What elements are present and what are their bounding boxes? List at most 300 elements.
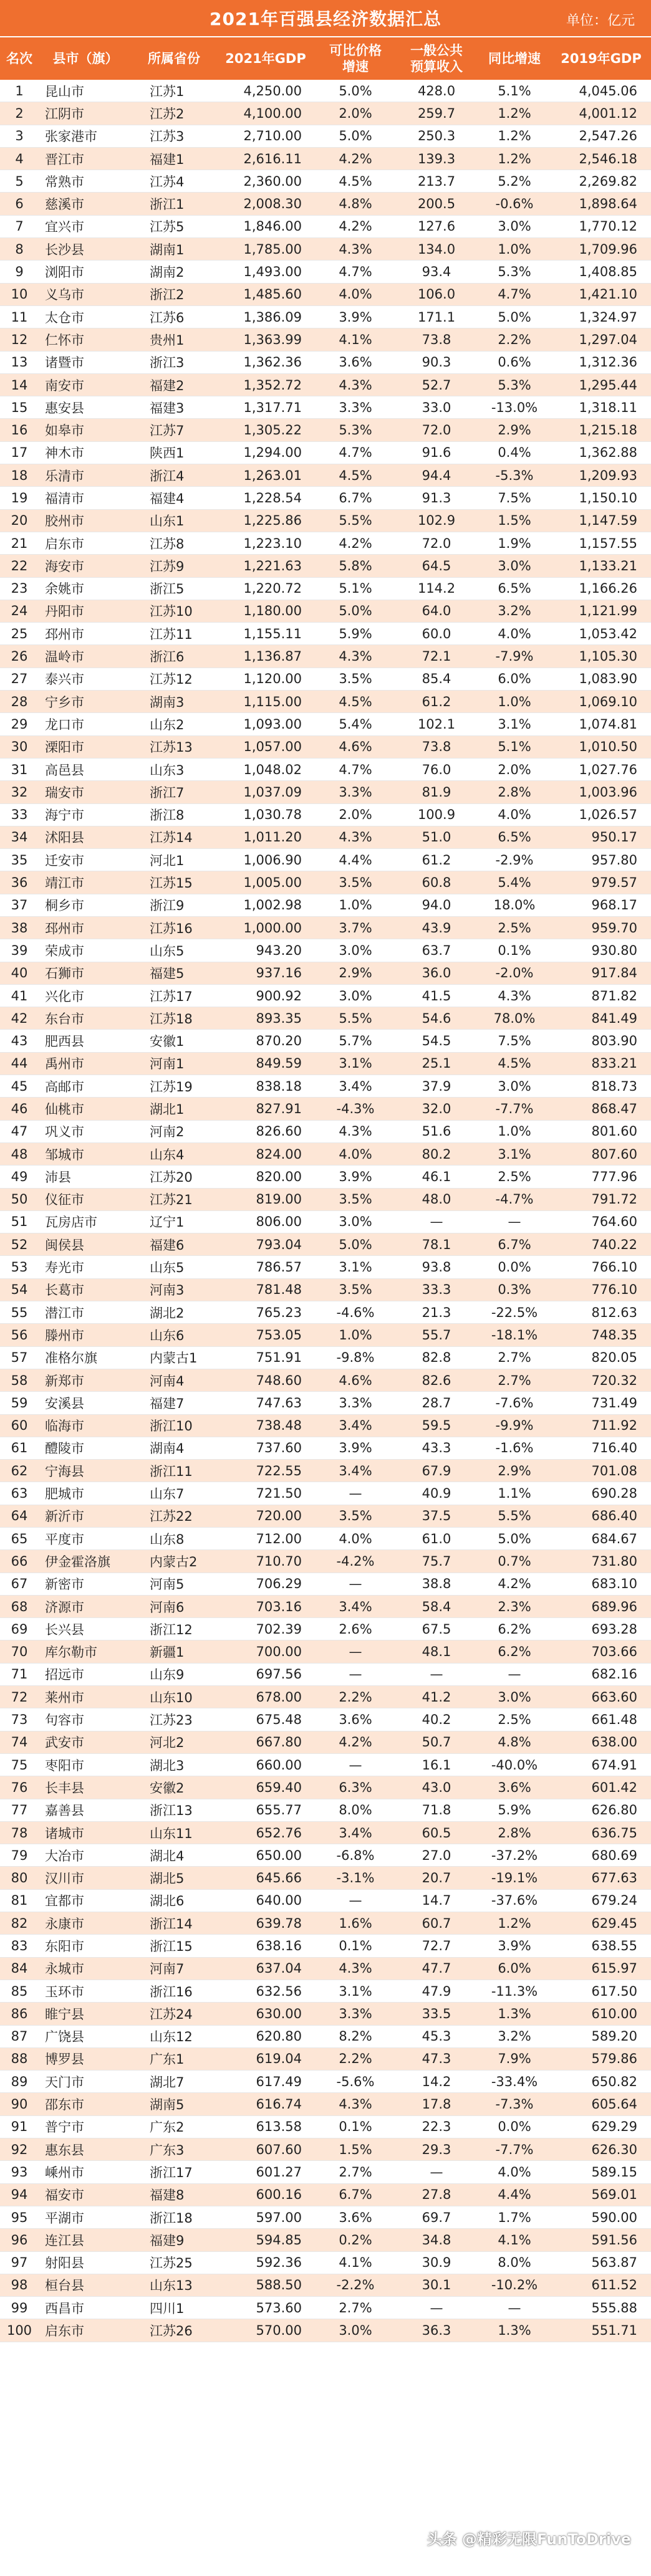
table-row — [0, 396, 651, 419]
table-row — [0, 1618, 651, 1640]
cell-gdp-2021: 824.00 — [216, 1142, 316, 1165]
table-row — [0, 1414, 651, 1437]
cell-county: 睢宁县 — [39, 2003, 132, 2025]
table-row — [0, 1052, 651, 1075]
cell-budget-revenue: 46.1 — [395, 1166, 478, 1188]
cell-growth: 1.0% — [316, 894, 395, 916]
cell-gdp-2021: 1,002.98 — [216, 894, 316, 916]
cell-yoy: 2.3% — [478, 1595, 551, 1617]
cell-growth: 4.2% — [316, 147, 395, 170]
cell-county: 长沙县 — [39, 238, 132, 261]
cell-gdp-2019: 677.63 — [551, 1867, 651, 1889]
cell-gdp-2021: 597.00 — [216, 2206, 316, 2228]
cell-gdp-2021: 900.92 — [216, 984, 316, 1007]
cell-gdp-2019: 979.57 — [551, 871, 651, 894]
cell-province: 江苏11 — [132, 623, 216, 645]
cell-province: 山东7 — [132, 1482, 216, 1505]
cell-gdp-2021: 617.49 — [216, 2071, 316, 2093]
cell-gdp-2021: 660.00 — [216, 1753, 316, 1776]
cell-county: 邳州市 — [39, 916, 132, 939]
cell-yoy: -4.7% — [478, 1188, 551, 1210]
table-row — [0, 577, 651, 600]
cell-rank: 2 — [0, 102, 39, 125]
cell-budget-revenue: 21.3 — [395, 1301, 478, 1324]
cell-growth: 6.7% — [316, 487, 395, 509]
cell-province: 江苏22 — [132, 1505, 216, 1527]
cell-province: 贵州1 — [132, 328, 216, 351]
cell-province: 福建8 — [132, 2183, 216, 2206]
cell-yoy: 0.6% — [478, 351, 551, 373]
cell-yoy: -19.1% — [478, 1867, 551, 1889]
table-row — [0, 668, 651, 690]
cell-budget-revenue: 94.4 — [395, 464, 478, 487]
cell-province: 江苏9 — [132, 555, 216, 577]
cell-yoy: 5.5% — [478, 1505, 551, 1527]
cell-province: 江苏26 — [132, 2319, 216, 2342]
cell-growth: — — [316, 1889, 395, 1912]
cell-yoy: 5.0% — [478, 1528, 551, 1550]
table-row — [0, 871, 651, 894]
cell-rank: 31 — [0, 758, 39, 780]
cell-gdp-2021: 849.59 — [216, 1052, 316, 1075]
cell-budget-revenue: 60.8 — [395, 871, 478, 894]
table-row — [0, 2071, 651, 2093]
cell-yoy: 2.5% — [478, 916, 551, 939]
cell-province: 河北2 — [132, 1731, 216, 1753]
cell-yoy: 4.4% — [478, 2183, 551, 2206]
cell-gdp-2019: 638.00 — [551, 1731, 651, 1753]
cell-growth: 5.5% — [316, 1007, 395, 1030]
table-row — [0, 2047, 651, 2070]
cell-growth: 3.1% — [316, 1052, 395, 1075]
cell-county: 启东市 — [39, 532, 132, 554]
cell-county: 句容市 — [39, 1708, 132, 1731]
cell-rank: 3 — [0, 125, 39, 147]
cell-gdp-2021: 2,008.30 — [216, 193, 316, 215]
cell-county: 福安市 — [39, 2183, 132, 2206]
cell-budget-revenue: 54.5 — [395, 1030, 478, 1052]
cell-gdp-2019: 679.24 — [551, 1889, 651, 1912]
cell-budget-revenue: 67.5 — [395, 1618, 478, 1640]
cell-province: 湖北1 — [132, 1098, 216, 1120]
cell-province: 福建6 — [132, 1233, 216, 1256]
cell-county: 邵东市 — [39, 2093, 132, 2115]
cell-province: 江苏18 — [132, 1007, 216, 1030]
table-row — [0, 1573, 651, 1595]
cell-growth: 1.0% — [316, 1324, 395, 1346]
cell-gdp-2021: 826.60 — [216, 1120, 316, 1142]
cell-yoy: — — [478, 1210, 551, 1233]
cell-budget-revenue: 259.7 — [395, 102, 478, 125]
cell-rank: 44 — [0, 1052, 39, 1075]
cell-province: 河北1 — [132, 849, 216, 871]
cell-rank: 58 — [0, 1369, 39, 1391]
cell-budget-revenue: 20.7 — [395, 1867, 478, 1889]
cell-province: 浙江1 — [132, 193, 216, 215]
table-row — [0, 1912, 651, 1935]
col-header-rank: 名次 — [0, 37, 39, 80]
table-row — [0, 1324, 651, 1346]
cell-yoy: — — [478, 1663, 551, 1685]
cell-gdp-2019: 1,010.50 — [551, 735, 651, 758]
cell-province: 江苏4 — [132, 170, 216, 193]
cell-growth: -4.6% — [316, 1301, 395, 1324]
cell-county: 沛县 — [39, 1166, 132, 1188]
table-row — [0, 1821, 651, 1844]
cell-gdp-2019: 740.22 — [551, 1233, 651, 1256]
cell-rank: 43 — [0, 1030, 39, 1052]
cell-budget-revenue: 59.5 — [395, 1414, 478, 1437]
table-row — [0, 1776, 651, 1799]
cell-gdp-2019: 1,770.12 — [551, 215, 651, 237]
cell-gdp-2021: 819.00 — [216, 1188, 316, 1210]
cell-county: 浏阳市 — [39, 261, 132, 283]
table-row — [0, 487, 651, 509]
cell-gdp-2019: 764.60 — [551, 1210, 651, 1233]
cell-yoy: 2.8% — [478, 781, 551, 803]
cell-county: 安溪县 — [39, 1392, 132, 1414]
cell-province: 河南6 — [132, 1595, 216, 1617]
cell-gdp-2019: 636.75 — [551, 1821, 651, 1844]
cell-growth: 3.0% — [316, 984, 395, 1007]
cell-province: 江苏5 — [132, 215, 216, 237]
cell-gdp-2021: 697.56 — [216, 1663, 316, 1685]
cell-gdp-2021: 667.80 — [216, 1731, 316, 1753]
cell-rank: 25 — [0, 623, 39, 645]
cell-gdp-2021: 620.80 — [216, 2025, 316, 2047]
cell-yoy: -18.1% — [478, 1324, 551, 1346]
cell-county: 射阳县 — [39, 2251, 132, 2274]
cell-province: 江苏21 — [132, 1188, 216, 1210]
cell-growth: -3.1% — [316, 1867, 395, 1889]
cell-province: 广东2 — [132, 2115, 216, 2138]
cell-gdp-2019: 626.80 — [551, 1799, 651, 1821]
cell-province: 江苏7 — [132, 419, 216, 441]
cell-province: 浙江8 — [132, 803, 216, 826]
table-row — [0, 125, 651, 147]
col-header-gdp-2021: 2021年GDP — [216, 37, 316, 80]
cell-gdp-2019: 807.60 — [551, 1142, 651, 1165]
cell-province: 浙江11 — [132, 1460, 216, 1482]
cell-gdp-2021: 1,120.00 — [216, 668, 316, 690]
cell-budget-revenue: 28.7 — [395, 1392, 478, 1414]
cell-rank: 59 — [0, 1392, 39, 1414]
cell-budget-revenue: 94.0 — [395, 894, 478, 916]
cell-province: 浙江16 — [132, 1980, 216, 2002]
cell-rank: 46 — [0, 1098, 39, 1120]
table-row — [0, 1075, 651, 1098]
cell-growth: -5.6% — [316, 2071, 395, 2093]
cell-gdp-2021: 570.00 — [216, 2319, 316, 2342]
cell-rank: 36 — [0, 871, 39, 894]
cell-county: 肥西县 — [39, 1030, 132, 1052]
cell-county: 新郑市 — [39, 1369, 132, 1391]
cell-gdp-2019: 663.60 — [551, 1686, 651, 1708]
cell-gdp-2019: 1,003.96 — [551, 781, 651, 803]
cell-rank: 4 — [0, 147, 39, 170]
cell-county: 惠东县 — [39, 2138, 132, 2161]
cell-rank: 84 — [0, 1957, 39, 1980]
table-row — [0, 1731, 651, 1753]
cell-county: 新密市 — [39, 1573, 132, 1595]
table-row — [0, 1369, 651, 1391]
cell-rank: 96 — [0, 2229, 39, 2251]
cell-gdp-2019: 2,269.82 — [551, 170, 651, 193]
cell-province: 湖北5 — [132, 1867, 216, 1889]
cell-province: 江苏25 — [132, 2251, 216, 2274]
cell-budget-revenue: 61.2 — [395, 849, 478, 871]
table-row — [0, 1550, 651, 1573]
cell-gdp-2021: 675.48 — [216, 1708, 316, 1731]
cell-gdp-2021: 712.00 — [216, 1528, 316, 1550]
cell-rank: 99 — [0, 2297, 39, 2319]
cell-county: 汉川市 — [39, 1867, 132, 1889]
cell-county: 乐清市 — [39, 464, 132, 487]
cell-rank: 61 — [0, 1437, 39, 1459]
table-row — [0, 283, 651, 305]
table-row — [0, 826, 651, 848]
cell-province: 湖南2 — [132, 261, 216, 283]
cell-gdp-2021: 710.70 — [216, 1550, 316, 1573]
cell-province: 河南4 — [132, 1369, 216, 1391]
cell-province: 四川1 — [132, 2297, 216, 2319]
table-row — [0, 215, 651, 237]
cell-gdp-2019: 650.82 — [551, 2071, 651, 2093]
cell-county: 海安市 — [39, 555, 132, 577]
table-row — [0, 2025, 651, 2047]
cell-gdp-2021: 600.16 — [216, 2183, 316, 2206]
table-row — [0, 2297, 651, 2319]
cell-rank: 71 — [0, 1663, 39, 1685]
cell-yoy: 5.1% — [478, 80, 551, 102]
cell-gdp-2019: 589.15 — [551, 2161, 651, 2183]
cell-yoy: 1.0% — [478, 691, 551, 713]
cell-rank: 67 — [0, 1573, 39, 1595]
cell-rank: 52 — [0, 1233, 39, 1256]
cell-province: 内蒙古1 — [132, 1346, 216, 1369]
cell-gdp-2021: 652.76 — [216, 1821, 316, 1844]
cell-yoy: 1.0% — [478, 1120, 551, 1142]
cell-rank: 29 — [0, 713, 39, 735]
cell-budget-revenue: 81.9 — [395, 781, 478, 803]
cell-province: 山东3 — [132, 758, 216, 780]
cell-budget-revenue: 85.4 — [395, 668, 478, 690]
cell-yoy: -11.3% — [478, 1980, 551, 2002]
cell-county: 江阴市 — [39, 102, 132, 125]
cell-growth: 8.2% — [316, 2025, 395, 2047]
cell-budget-revenue: 61.0 — [395, 1528, 478, 1550]
table-row — [0, 464, 651, 487]
cell-gdp-2019: 1,053.42 — [551, 623, 651, 645]
cell-gdp-2019: 1,157.55 — [551, 532, 651, 554]
cell-yoy: 1.3% — [478, 2003, 551, 2025]
cell-rank: 73 — [0, 1708, 39, 1731]
cell-county: 桓台县 — [39, 2274, 132, 2296]
cell-gdp-2019: 1,150.10 — [551, 487, 651, 509]
cell-yoy: 6.5% — [478, 826, 551, 848]
cell-gdp-2019: 720.32 — [551, 1369, 651, 1391]
cell-province: 山东6 — [132, 1324, 216, 1346]
cell-province: 湖北6 — [132, 1889, 216, 1912]
col-header-province: 所属省份 — [132, 37, 216, 80]
cell-yoy: 3.0% — [478, 1075, 551, 1098]
cell-gdp-2019: 693.28 — [551, 1618, 651, 1640]
cell-budget-revenue: 134.0 — [395, 238, 478, 261]
cell-gdp-2019: 4,001.12 — [551, 102, 651, 125]
cell-growth: 4.3% — [316, 1120, 395, 1142]
cell-rank: 80 — [0, 1867, 39, 1889]
cell-province: 浙江3 — [132, 351, 216, 373]
cell-county: 常熟市 — [39, 170, 132, 193]
cell-rank: 37 — [0, 894, 39, 916]
table-row — [0, 1935, 651, 1957]
cell-county: 博罗县 — [39, 2047, 132, 2070]
table-row — [0, 1505, 651, 1527]
cell-budget-revenue: 43.0 — [395, 1776, 478, 1799]
cell-county: 伊金霍洛旗 — [39, 1550, 132, 1573]
cell-gdp-2019: 610.00 — [551, 2003, 651, 2025]
cell-growth: — — [316, 1640, 395, 1663]
cell-growth: 3.0% — [316, 1210, 395, 1233]
cell-gdp-2021: 616.74 — [216, 2093, 316, 2115]
cell-province: 湖南3 — [132, 691, 216, 713]
cell-growth: -6.8% — [316, 1844, 395, 1867]
cell-county: 高邑县 — [39, 758, 132, 780]
cell-budget-revenue: 82.6 — [395, 1369, 478, 1391]
cell-rank: 27 — [0, 668, 39, 690]
table-row — [0, 1210, 651, 1233]
cell-gdp-2019: 820.05 — [551, 1346, 651, 1369]
cell-budget-revenue: 76.0 — [395, 758, 478, 780]
cell-county: 长葛市 — [39, 1278, 132, 1301]
watermark: 头条 @精彩无限FunToDrive — [427, 2531, 631, 2548]
cell-budget-revenue: 43.3 — [395, 1437, 478, 1459]
cell-growth: — — [316, 1482, 395, 1505]
cell-yoy: 5.4% — [478, 871, 551, 894]
cell-county: 海宁市 — [39, 803, 132, 826]
cell-yoy: -13.0% — [478, 396, 551, 419]
cell-county: 丹阳市 — [39, 600, 132, 622]
cell-growth: 1.6% — [316, 1912, 395, 1935]
table-row — [0, 735, 651, 758]
cell-gdp-2021: 678.00 — [216, 1686, 316, 1708]
cell-budget-revenue: 27.8 — [395, 2183, 478, 2206]
cell-gdp-2019: 716.40 — [551, 1437, 651, 1459]
cell-rank: 51 — [0, 1210, 39, 1233]
cell-rank: 40 — [0, 962, 39, 984]
cell-yoy: 7.5% — [478, 487, 551, 509]
cell-gdp-2019: 689.96 — [551, 1595, 651, 1617]
cell-rank: 53 — [0, 1256, 39, 1278]
cell-growth: 4.6% — [316, 735, 395, 758]
cell-yoy: 1.5% — [478, 509, 551, 532]
cell-province: 江苏24 — [132, 2003, 216, 2025]
cell-province: 江苏23 — [132, 1708, 216, 1731]
cell-growth: — — [316, 1663, 395, 1685]
cell-province: 湖北3 — [132, 1753, 216, 1776]
cell-budget-revenue: 61.2 — [395, 691, 478, 713]
cell-gdp-2019: 1,133.21 — [551, 555, 651, 577]
cell-growth: 4.3% — [316, 238, 395, 261]
cell-gdp-2021: 4,250.00 — [216, 80, 316, 102]
cell-province: 新疆1 — [132, 1640, 216, 1663]
cell-county: 宁海县 — [39, 1460, 132, 1482]
cell-gdp-2021: 753.05 — [216, 1324, 316, 1346]
cell-county: 招远市 — [39, 1663, 132, 1685]
cell-county: 长丰县 — [39, 1776, 132, 1799]
table-row — [0, 1030, 651, 1052]
cell-county: 巩义市 — [39, 1120, 132, 1142]
cell-county: 荣成市 — [39, 939, 132, 962]
cell-gdp-2019: 569.01 — [551, 2183, 651, 2206]
cell-growth: 3.4% — [316, 1595, 395, 1617]
cell-rank: 41 — [0, 984, 39, 1007]
cell-county: 枣阳市 — [39, 1753, 132, 1776]
table-row — [0, 1686, 651, 1708]
cell-budget-revenue: 100.9 — [395, 803, 478, 826]
cell-gdp-2019: 555.88 — [551, 2297, 651, 2319]
cell-gdp-2021: 4,100.00 — [216, 102, 316, 125]
cell-rank: 95 — [0, 2206, 39, 2228]
cell-county: 启东市 — [39, 2319, 132, 2342]
cell-yoy: 18.0% — [478, 894, 551, 916]
cell-budget-revenue: 37.5 — [395, 1505, 478, 1527]
cell-province: 山东13 — [132, 2274, 216, 2296]
cell-county: 滕州市 — [39, 1324, 132, 1346]
cell-rank: 26 — [0, 645, 39, 668]
cell-rank: 98 — [0, 2274, 39, 2296]
cell-county: 平度市 — [39, 1528, 132, 1550]
cell-budget-revenue: 63.7 — [395, 939, 478, 962]
cell-province: 山东12 — [132, 2025, 216, 2047]
cell-growth: 4.5% — [316, 691, 395, 713]
cell-yoy: 4.2% — [478, 1573, 551, 1595]
cell-province: 山东11 — [132, 1821, 216, 1844]
cell-budget-revenue: 34.8 — [395, 2229, 478, 2251]
cell-county: 瑞安市 — [39, 781, 132, 803]
cell-budget-revenue: 22.3 — [395, 2115, 478, 2138]
cell-budget-revenue: 69.7 — [395, 2206, 478, 2228]
cell-gdp-2019: 1,215.18 — [551, 419, 651, 441]
cell-gdp-2021: 721.50 — [216, 1482, 316, 1505]
col-header-yoy: 同比增速 — [478, 37, 551, 80]
cell-gdp-2021: 1,228.54 — [216, 487, 316, 509]
cell-gdp-2019: 818.73 — [551, 1075, 651, 1098]
table-row — [0, 1460, 651, 1482]
table-row — [0, 1708, 651, 1731]
cell-rank: 20 — [0, 509, 39, 532]
cell-county: 如皋市 — [39, 419, 132, 441]
cell-rank: 35 — [0, 849, 39, 871]
cell-county: 靖江市 — [39, 871, 132, 894]
cell-budget-revenue: 72.1 — [395, 645, 478, 668]
cell-growth: 2.2% — [316, 1686, 395, 1708]
cell-yoy: 4.1% — [478, 2229, 551, 2251]
cell-gdp-2021: 2,616.11 — [216, 147, 316, 170]
cell-gdp-2019: 661.48 — [551, 1708, 651, 1731]
cell-gdp-2019: 1,312.36 — [551, 351, 651, 373]
cell-rank: 70 — [0, 1640, 39, 1663]
cell-province: 江苏12 — [132, 668, 216, 690]
cell-yoy: -9.9% — [478, 1414, 551, 1437]
cell-budget-revenue: 51.0 — [395, 826, 478, 848]
cell-gdp-2021: 588.50 — [216, 2274, 316, 2296]
table-row — [0, 1595, 651, 1617]
cell-gdp-2021: 706.29 — [216, 1573, 316, 1595]
cell-county: 宁乡市 — [39, 691, 132, 713]
cell-county: 仙桃市 — [39, 1098, 132, 1120]
table-row — [0, 1980, 651, 2002]
